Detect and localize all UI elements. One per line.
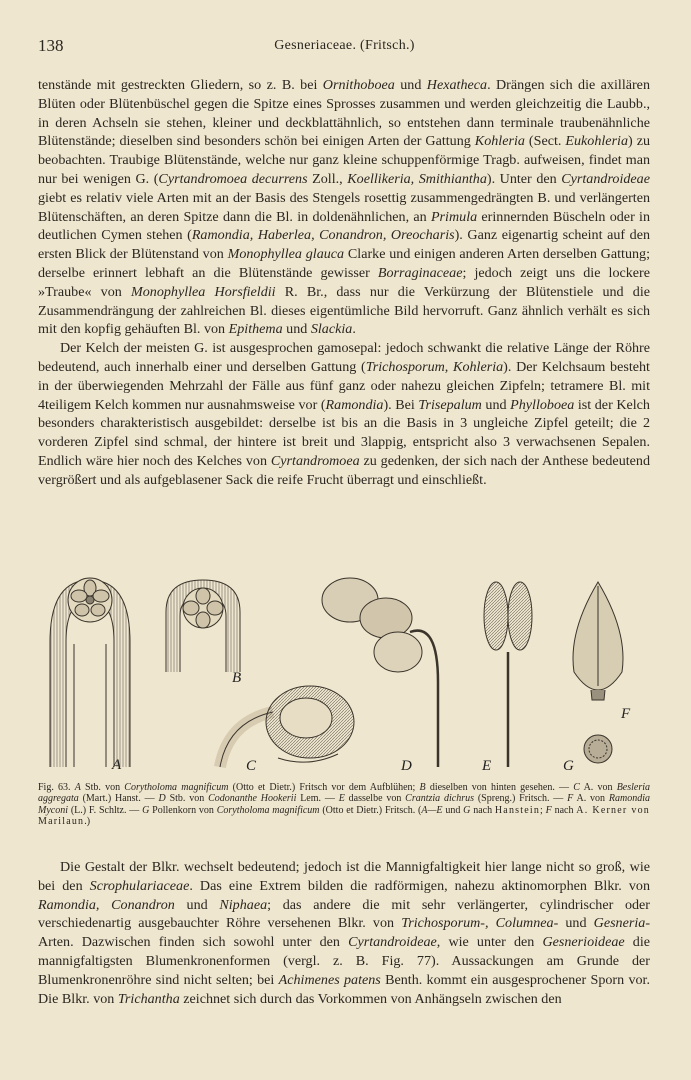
figure-label-a: A — [112, 757, 122, 773]
italic-text: Eukohleria — [565, 133, 629, 150]
text-run: die mannigfaltigsten Blumenkronenformen (vergl. z. B. Fig. 77). Aussackungen am Grunde der Blumenkronenröhre sind nicht selten; bei — [38, 934, 650, 988]
text-run: zeichnet sich durch das Vorkommen von Anhängseln zwischen den — [179, 990, 562, 1007]
italic-text: A—E — [421, 804, 443, 816]
italic-text: Ramondia Myconi — [38, 793, 650, 816]
body-text-top — [38, 76, 650, 490]
figure-label-d: D — [401, 758, 412, 774]
text-run: Lem. — — [296, 793, 339, 805]
running-head: Gesneriaceae. (Fritsch.) — [274, 38, 415, 53]
page-number: 138 — [38, 36, 64, 55]
italic-text: Ramondia, Conandron — [38, 896, 175, 913]
italic-text: Besleria aggregata — [38, 782, 651, 805]
italic-text: F — [545, 804, 552, 816]
text-run: giebt es relativ viele Arten mit an der Basis des Stengels rosettig zusammengedrängten B. und verlängerten Blütenschäften, an deren Spitze dann die Bl. in doldenähnlichen, an — [38, 189, 650, 225]
italic-text: Ramondia, Haberlea, Conandron, Oreocharis — [191, 227, 455, 244]
italic-text: Slackia — [310, 321, 353, 338]
italic-text: C — [573, 782, 580, 793]
text-run: und — [481, 396, 511, 413]
figure-63 — [38, 572, 650, 777]
italic-text: Koellikeria, Smithiantha — [347, 170, 487, 187]
figure-label-e: E — [482, 758, 492, 774]
italic-text: Monophyllea Horsfieldii — [130, 283, 276, 300]
text-run: ; — [540, 804, 546, 816]
figure-part-f — [573, 582, 623, 700]
figure-label-g: G — [563, 758, 574, 774]
text-run: Stb. von — [80, 782, 125, 793]
text-run: . — [352, 321, 356, 338]
text-run: dieselben von hinten gesehen. — — [425, 782, 574, 793]
italic-text: Ramondia — [325, 396, 384, 413]
italic-text: Primula — [430, 208, 478, 225]
italic-text: Trisepalum — [418, 396, 482, 413]
text-run: (Spreng.) Fritsch. — — [474, 793, 568, 805]
italic-text: E — [338, 793, 345, 805]
italic-text: Cyrtandroideae — [348, 934, 437, 951]
text-run: Clarke und einigen anderen Arten derselben Gattung; derselbe erinnert lebhaft an die Blütenstände gewisser — [38, 246, 650, 281]
italic-text: Trichosporum-, Columnea- — [401, 915, 559, 932]
text-run: Fig. 63. — [38, 782, 75, 793]
text-run: . Das eine Extrem bilden die radförmigen, nahezu aktinomorphen Blkr. von — [189, 877, 650, 894]
text-run: Benth. kommt ein ausgesprochener Sporn vor. Die Blkr. von — [38, 971, 650, 1007]
text-run: ). Ganz eigenartig scheint auf den ersten Blick der Blütenstand von — [38, 227, 650, 263]
italic-text: Gesneria — [593, 915, 646, 932]
figure-label-b: B — [232, 670, 242, 686]
italic-text: Cyrtandroideae — [561, 170, 650, 187]
figure-label-c: C — [246, 758, 257, 774]
figure-part-b — [166, 580, 240, 672]
italic-text: Corytholoma magnificum — [216, 804, 320, 816]
italic-text: F — [567, 793, 574, 805]
spaced-text: Hanstein — [494, 804, 541, 816]
italic-text: Trichantha — [117, 990, 180, 1007]
text-run: ; jedoch zeigt uns die lockere »Traube« von — [38, 264, 650, 300]
spaced-text: A. Kerner von Marilaun — [38, 804, 650, 828]
italic-text: D — [158, 793, 166, 805]
italic-text: G — [463, 804, 471, 816]
italic-text: Niphaea — [219, 896, 268, 913]
text-run: ). Der Kelchsaum besteht in der überwiegenden Mehrzahl der Fälle aus fünf ganz oder nahezu gleichen Zipfeln; tetramere Bl. mit 4teiligem Kelch kommen nur ausnahmsweise vor ( — [38, 358, 650, 413]
figure-part-g — [584, 735, 612, 763]
text-run: zu gedenken, der sich nach der Anthese bedeutend vergrößert und als aufgeblasener Sack die reife Frucht überragt und einschließt. — [38, 452, 651, 488]
figure-part-a — [50, 578, 130, 767]
italic-text: G — [142, 804, 150, 816]
text-run: Zoll., — [307, 170, 348, 187]
italic-text: Borraginaceae — [377, 264, 463, 281]
italic-text: Ornithoboea — [322, 77, 395, 93]
italic-text: Cyrtandromoea — [270, 452, 360, 469]
text-run: Die Gestalt der Blkr. wechselt bedeutend; jedoch ist die Mannigfaltigkeit hier lange nicht so groß, wie bei den — [38, 859, 650, 894]
text-run: ) zu beobachten. Traubige Blütenstände, welche nur ganz kleine schuppenförmige Tragb. aufweisen, findet man nur bei wenigen G. ( — [38, 133, 651, 187]
figure-part-e — [484, 582, 532, 767]
italic-text: B — [419, 782, 426, 793]
text-run: R. Br., dass nur die Verkürzung der Blütenstiele und die Zusammendrängung der zahlreichen Bl. dieses eigentümliche Bild hervorruft. Ganz ähnlich verhält es sich mit den kopfig gehäuften Bl. von — [38, 283, 650, 338]
text-run: nach — [551, 804, 577, 816]
italic-text: Monophyllea glauca — [227, 246, 345, 263]
page-header — [38, 36, 651, 58]
italic-text: Crantzia dichrus — [405, 793, 475, 805]
text-run: (L.) F. Schltz. — — [68, 804, 143, 816]
italic-text: Cyrtandromoea decurrens — [158, 170, 308, 187]
text-run: , wie unter den — [436, 934, 543, 951]
text-run: nach — [470, 804, 495, 816]
text-run: ). Bei — [383, 396, 419, 413]
text-run: -Arten. Dazwischen finden sich sowohl unter den — [38, 915, 651, 951]
paragraph — [38, 339, 650, 489]
italic-text: A — [74, 782, 81, 793]
italic-text: Kohleria — [474, 133, 525, 150]
text-run: (Otto et Dietr.) Fritsch. ( — [319, 804, 422, 816]
text-run: (Sect. — [524, 133, 566, 150]
italic-text: Achimenes patens — [278, 971, 381, 988]
text-run: und — [282, 321, 311, 338]
text-run: (Otto et Dietr.) Fritsch vor dem Aufblühen; — [228, 782, 420, 793]
figure-part-c — [220, 686, 354, 767]
text-run: dasselbe von — [344, 793, 406, 805]
italic-text: Codonanthe Hookerii — [208, 793, 297, 805]
italic-text: Epithema — [228, 321, 283, 338]
text-run: .) — [84, 816, 91, 828]
text-run: ist der Kelch besonders charakteristisch ausgebildet: derselbe ist bis an die Basis in 3 ungleiche Zipfel geteilt; die 2 vorderen Zipfel sind schmal, der hintere ist breit und 3lappig, entspricht also 3 verwachsenen Sepalen. Endlich wäre hier noch des Kelches von — [38, 396, 650, 469]
text-run: ). Unter den — [486, 170, 562, 187]
italic-text: Trichosporum, Kohleria — [365, 358, 504, 375]
italic-text: Phylloboea — [510, 396, 575, 413]
text-run: ; das andere die mit sehr verlängerter, cylindrischer oder verschiedenartig ausgebauchter Röhre versehenen Blkr. von — [38, 896, 650, 932]
text-run: erinnernden Büscheln oder in deutlichen Cymen stehen ( — [38, 208, 650, 244]
text-run: und — [174, 896, 220, 913]
paragraph — [38, 858, 650, 1008]
text-run: tenstände mit gestreckten Gliedern, so z. B. bei — [38, 77, 323, 93]
text-run: und — [558, 915, 594, 932]
text-run: Der Kelch der meisten G. ist ausgesprochen gamosepal: jedoch schwankt die relative Länge der Röhre bedeutend, auch innerhalb einer und derselben Gattung ( — [38, 340, 650, 375]
text-run: und — [442, 804, 464, 816]
text-run: A. von — [573, 793, 609, 805]
text-run: und — [394, 77, 427, 93]
text-run: A. von — [579, 782, 617, 793]
text-run: . Drängen sich die axillären Blüten oder Blütenbüschel gegen die Spitze eines Sprosses zusammen und werden gleichzeitig die Laubb., in deren Achseln sie stehen, kleiner und deckblattähnlich, so entstehen dann terminale traubenähnliche Blütenstände; dieselben sind besonders schön bei einigen Arten der Gattung — [38, 77, 650, 150]
text-run: (Mart.) Hanst. — — [78, 793, 159, 805]
figure-label-f: F — [621, 706, 631, 722]
italic-text: Gesnerioideae — [542, 934, 625, 951]
italic-text: Corytholoma magnificum — [124, 782, 229, 793]
text-run: Pollenkorn von — [149, 804, 217, 816]
paragraph — [38, 76, 650, 339]
figure-caption — [38, 782, 650, 828]
italic-text: Hexatheca — [426, 77, 488, 93]
text-run: Stb. von — [165, 793, 209, 805]
italic-text: Scrophulariaceae — [89, 877, 190, 894]
figure-63-illustration — [38, 572, 650, 777]
body-text-bottom — [38, 858, 650, 1008]
